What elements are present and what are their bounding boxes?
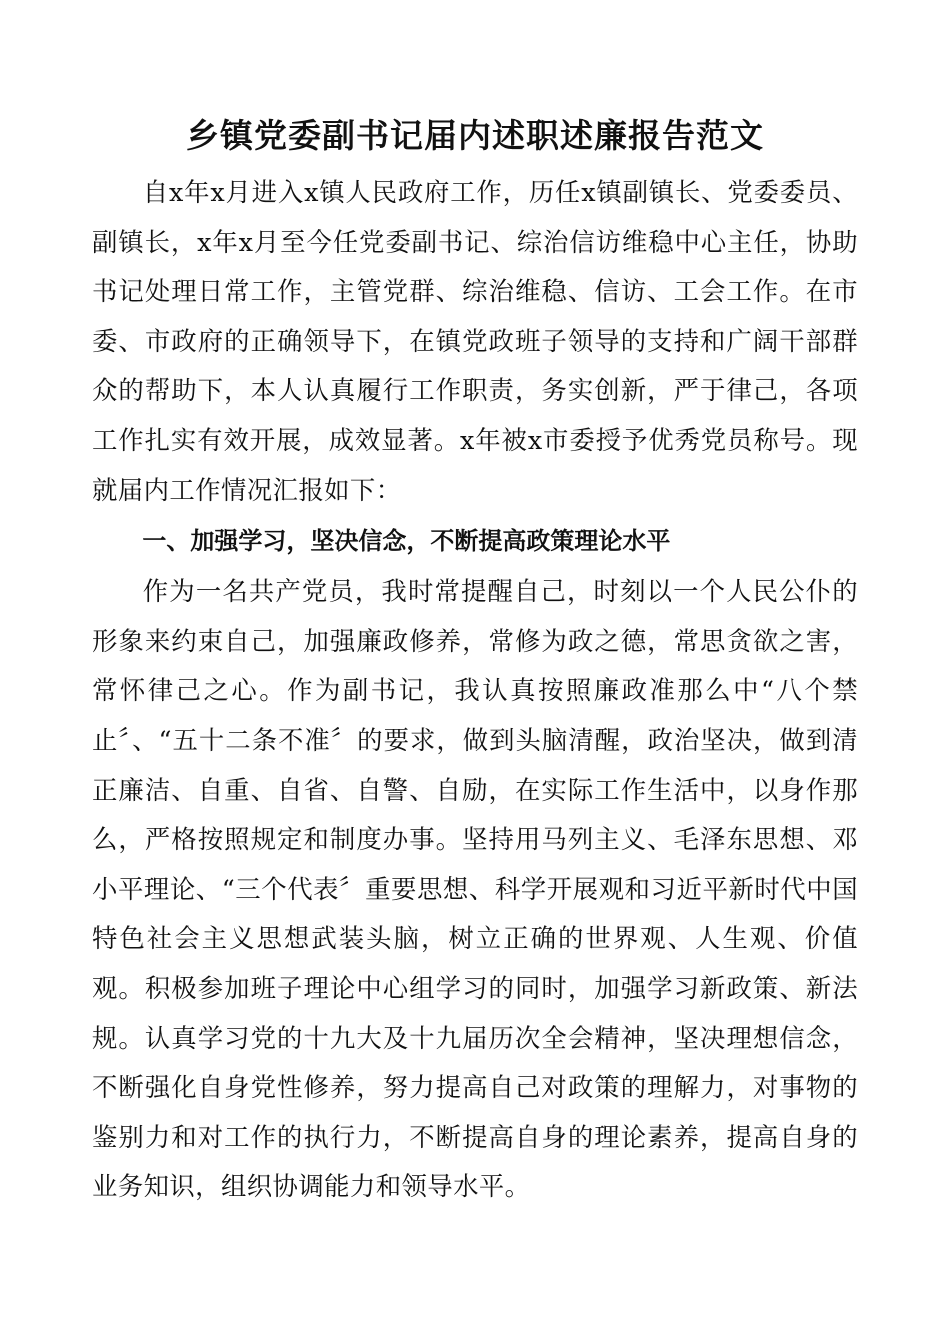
intro-paragraph: 自x年x月进入x镇人民政府工作，历任x镇副镇长、党委委员、副镇长，x年x月至今任党委副书记、综治信访维稳中心主任，协助书记处理日常工作，主管党群、综治维稳、信访、工会工作。在市委、市政府的正确领导下，在镇党政班子领导的支持和广阔干部群众的帮助下，本人认真履行工作职责，务实创新，严于律己，各项工作扎实有效开展，成效显著。x年被x市委授予优秀党员称号。现就届内工作情况汇报如下： — [92, 177, 858, 505]
document-title: 乡镇党委副书记届内述职述廉报告范文 — [186, 116, 764, 155]
section-1-paragraph: 作为一名共产党员，我时常提醒自己，时刻以一个人民公仆的形象来约束自己，加强廉政修养，常修为政之德，常思贪欲之害，常怀律己之心。作为副书记，我认真按照廉政准那么中“八个禁止〞、“五十二条不准〞的要求，做到头脑清醒，政治坚决，做到清正廉洁、自重、自省、自警、自励，在实际工作生活中，以身作那么，严格按照规定和制度办事。坚持用马列主义、毛泽东思想、邓小平理论、“三个代表〞重要思想、科学开展观和习近平新时代中国特色社会主义思想武装头脑，树立正确的世界观、人生观、价值观。积极参加班子理论中心组学习的同时，加强学习新政策、新法规。认真学习党的十九大及十九届历次全会精神，坚决理想信念，不断强化自身党性修养，努力提高自己对政策的理解力，对事物的鉴别力和对工作的执行力，不断提高自身的理论素养，提高自身的业务知识，组织协调能力和领导水平。 — [92, 576, 858, 1202]
section-1-heading: 一、加强学习，坚决信念，不断提高政策理论水平 — [142, 527, 671, 556]
